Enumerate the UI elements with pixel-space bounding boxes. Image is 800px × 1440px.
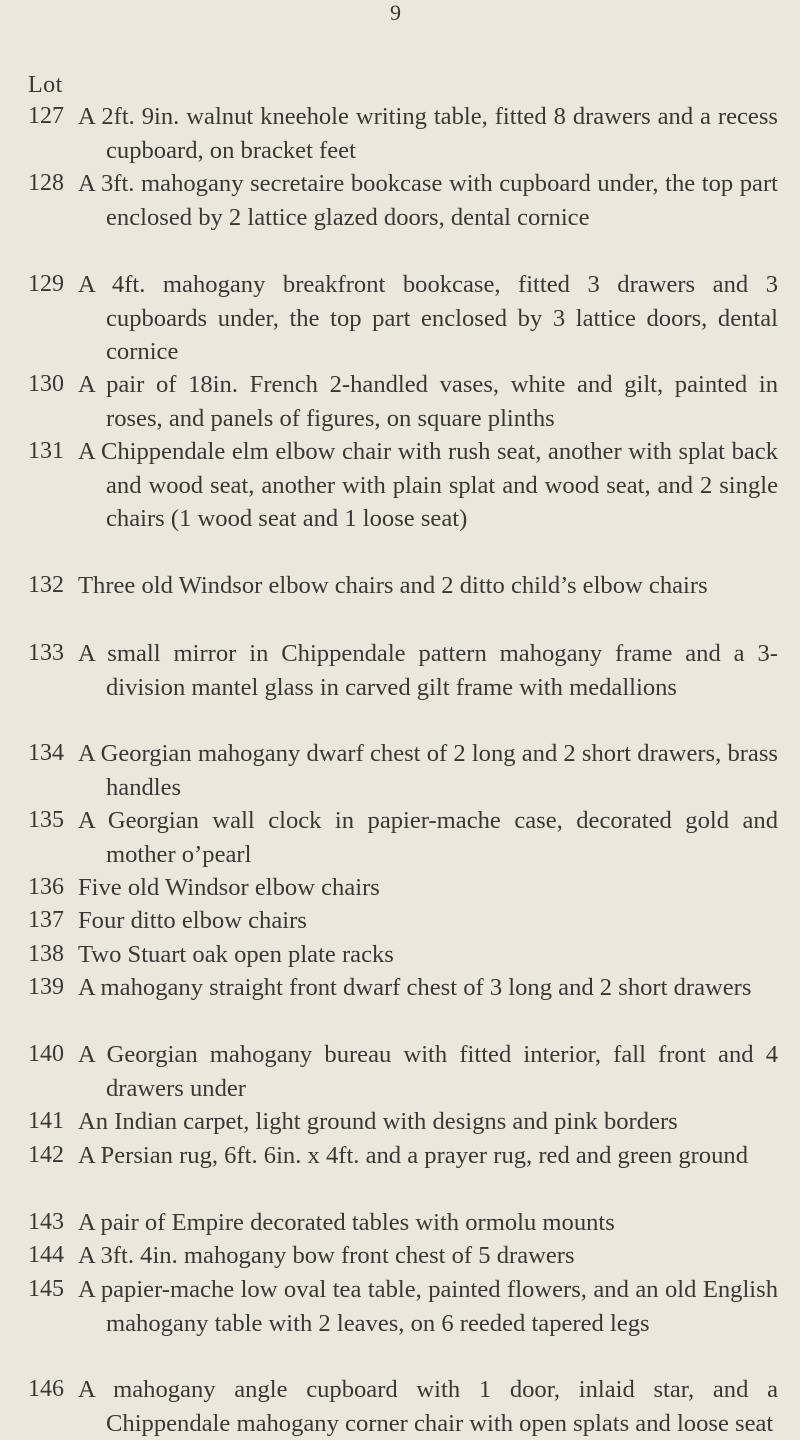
lot-description: A Georgian wall clock in papier-mache case, decorated gold and mother o’pearl (78, 807, 778, 868)
lot-number: 133 (28, 640, 64, 666)
lot-number: 127 (28, 103, 64, 129)
lot-number: 135 (28, 807, 64, 833)
lot-description: A papier-mache low oval tea table, painted flowers, and an old English mahogany table with 2 leaves, on 6 reeded tapered legs (78, 1276, 778, 1337)
lot-number: 140 (28, 1041, 64, 1067)
lot-number: 139 (28, 974, 64, 1000)
lot-description: A Persian rug, 6ft. 6in. x 4ft. and a prayer rug, red and green ground (78, 1142, 748, 1169)
lot-number: 144 (28, 1242, 64, 1268)
lot-number: 131 (28, 438, 64, 464)
lot-description: Three old Windsor elbow chairs and 2 ditto child’s elbow chairs (78, 572, 708, 599)
page-number: 9 (390, 0, 401, 25)
lot-number: 143 (28, 1209, 64, 1235)
lot-column-header: Lot (28, 72, 63, 98)
lot-number: 145 (28, 1276, 64, 1302)
lot-number: 137 (28, 907, 64, 933)
lot-description: A Chippendale elm elbow chair with rush seat, another with splat back and wood seat, another with plain splat and wood seat, and 2 single chairs (1 wood seat and 1 loose seat) (78, 438, 778, 532)
lot-description: Two Stuart oak open plate racks (78, 941, 394, 968)
lot-number: 130 (28, 371, 64, 397)
lot-description: An Indian carpet, light ground with designs and pink borders (78, 1108, 678, 1135)
lot-number: 138 (28, 941, 64, 967)
lot-description: A 2ft. 9in. walnut kneehole writing table, fitted 8 drawers and a recess cupboard, on bracket feet (78, 103, 778, 164)
lot-description: A 3ft. 4in. mahogany bow front chest of 5 drawers (78, 1242, 575, 1269)
lot-description: A 3ft. mahogany secretaire bookcase with cupboard under, the top part enclosed by 2 lattice glazed doors, dental cornice (78, 170, 778, 231)
lot-description: A pair of Empire decorated tables with ormolu mounts (78, 1209, 615, 1236)
lot-number: 132 (28, 572, 64, 598)
lot-number: 134 (28, 740, 64, 766)
lot-description: A 4ft. mahogany breakfront bookcase, fitted 3 drawers and 3 cupboards under, the top part enclosed by 3 lattice doors, dental cornice (78, 271, 778, 365)
lot-description: A pair of 18in. French 2-handled vases, white and gilt, painted in roses, and panels of figures, on square plinths (78, 371, 778, 432)
lot-description: A Georgian mahogany dwarf chest of 2 long and 2 short drawers, brass handles (78, 740, 778, 801)
lot-description: A Georgian mahogany bureau with fitted interior, fall front and 4 drawers under (78, 1041, 778, 1102)
lot-description: Four ditto elbow chairs (78, 907, 307, 934)
lot-description: A mahogany angle cupboard with 1 door, inlaid star, and a Chippendale mahogany corner chair with open splats and loose seat (78, 1376, 778, 1437)
lot-description: Five old Windsor elbow chairs (78, 874, 380, 901)
lot-description: A mahogany straight front dwarf chest of 3 long and 2 short drawers (78, 974, 752, 1001)
lot-number: 146 (28, 1376, 64, 1402)
lot-number: 129 (28, 271, 64, 297)
lot-number: 136 (28, 874, 64, 900)
lot-description: A small mirror in Chippendale pattern mahogany frame and a 3-division mantel glass in carved gilt frame with medallions (78, 640, 778, 701)
lot-number: 141 (28, 1108, 64, 1134)
lot-number: 142 (28, 1142, 64, 1168)
lot-number: 128 (28, 170, 64, 196)
